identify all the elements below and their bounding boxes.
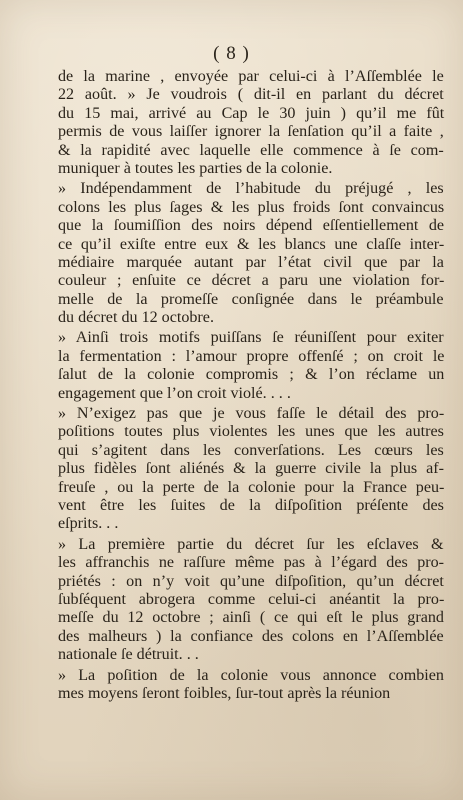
text-line: engagement que l’on croit violé. . . . [58, 384, 291, 402]
text-line: ſalut de la colonie compromis ; & l’on réclame un [58, 366, 445, 384]
text-line: la fermentation : l’amour propre offenſé ; on croit le [58, 347, 445, 365]
text-line: de la marine , envoyée par celui-ci à l’Aſſemblée le [58, 68, 444, 85]
text-line: » Indépendamment de l’habitude du préjugé , les [58, 180, 444, 198]
text-line: mes moyens ſeront foibles, ſur-tout après la réunion [58, 684, 391, 702]
text-line: du 15 mai, arrivé au Cap le 30 juin ) qu’il me fût [58, 104, 445, 122]
text-line: » Ainſi trois motifs puiſſans ſe réuniſſent pour exiter [58, 329, 444, 347]
text-line: » La première partie du décret ſur les eſclaves & [58, 535, 444, 553]
text-line: médiaire marquée autant par l’état civil que par la [58, 253, 444, 271]
text-line: du décret du 12 octobre. [58, 309, 214, 327]
text-line: priétés : on n’y voit qu’une diſpoſition, qu’un décret [58, 572, 444, 590]
text-line: eſprits. . . [58, 515, 119, 533]
page-number: ( 8 ) [213, 43, 250, 64]
text-line: freuſe , ou la perte de la colonie pour la France peu- [58, 478, 445, 496]
text-line: colons les plus ſages & les plus froids ſont convaincus [58, 198, 445, 216]
text-line: vent être les ſuites de la diſpoſition préſente des [58, 496, 444, 514]
text-line: meſſe du 12 octobre ; ainſi ( ce qui eſt le plus grand [58, 609, 444, 627]
text-line: ſubſéquent abrogera comme celui-ci anéantit la pro- [58, 590, 445, 608]
text-line: que la ſoumiſſion des noirs dépend eſſentiellement de [58, 217, 445, 235]
text-line: qui s’agitent dans les converſations. Les cœurs les [58, 441, 444, 459]
text-line: 22 août. » Je voudrois ( dit-il en parlant du décret [58, 86, 444, 104]
text-line: nationale ſe détruit. . . [58, 646, 199, 664]
text-line: melle de la promeſſe conſignée dans le préambule [58, 290, 444, 308]
text-line: & la rapidité avec laquelle elle commence à ſe com- [58, 141, 444, 159]
text-line: des malheurs ) la confiance des colons en l’Aſſemblée [58, 627, 444, 645]
text-line: ce qu’il exiſte entre eux & les blancs une claſſe inter- [58, 235, 445, 253]
text-line: poſitions toutes plus violentes les unes que les autres [58, 423, 444, 441]
text-line: muniquer à toutes les parties de la colonie. [58, 159, 333, 177]
body-text [58, 68, 444, 703]
text-line: permis de vous laiſſer ignorer la ſenſation qu’il a faite , [58, 123, 444, 141]
text-line: plus fidèles ſont aliénés & la guerre civile la plus af- [58, 460, 444, 478]
text-line: les affranchis ne raſſure même pas à l’égard des pro- [58, 554, 445, 572]
text-line: » N’exigez pas que je vous faſſe le détail des pro- [58, 405, 445, 423]
text-line: » La poſition de la colonie vous annonce combien [58, 666, 444, 684]
text-line: couleur ; enſuite ce décret a paru une violation for- [58, 272, 445, 290]
